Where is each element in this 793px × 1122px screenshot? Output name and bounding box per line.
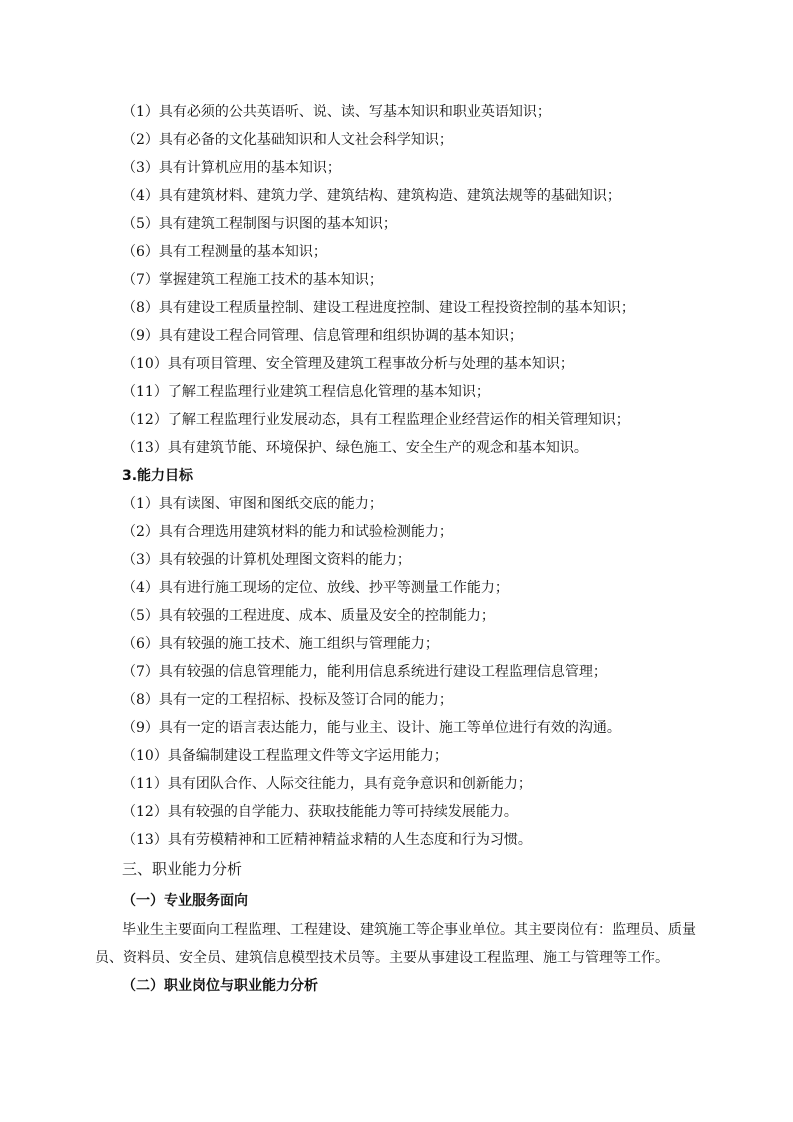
ability-item-3: （3）具有较强的计算机处理图文资料的能力； [122, 552, 411, 568]
subsection-service-orientation: （一）专业服务面向 [122, 893, 248, 909]
ability-item-8: （8）具有一定的工程招标、投标及签订合同的能力； [122, 692, 453, 708]
ability-item-10: （10）具备编制建设工程监理文件等文字运用能力； [122, 748, 448, 764]
ability-item-5: （5）具有较强的工程进度、成本、质量及安全的控制能力； [122, 608, 495, 624]
subsection-job-analysis: （二）职业岗位与职业能力分析 [122, 978, 318, 994]
ability-item-2: （2）具有合理选用建筑材料的能力和试验检测能力； [122, 524, 453, 540]
knowledge-item-12: （12）了解工程监理行业发展动态，具有工程监理企业经营运作的相关管理知识； [122, 412, 630, 428]
ability-item-13: （13）具有劳模精神和工匠精神精益求精的人生态度和行为习惯。 [122, 832, 532, 848]
section-title: 三、职业能力分析 [122, 860, 243, 878]
paragraph-line-2: 员、资料员、安全员、建筑信息模型技术员等。主要从事建设工程监理、施工与管理等工作。 [95, 950, 669, 966]
knowledge-item-9: （9）具有建设工程合同管理、信息管理和组织协调的基本知识； [122, 328, 523, 344]
knowledge-item-11: （11）了解工程监理行业建筑工程信息化管理的基本知识； [122, 384, 490, 400]
knowledge-item-4: （4）具有建筑材料、建筑力学、建筑结构、建筑构造、建筑法规等的基础知识； [122, 188, 621, 204]
knowledge-item-5: （5）具有建筑工程制图与识图的基本知识； [122, 216, 397, 232]
knowledge-item-6: （6）具有工程测量的基本知识； [122, 244, 327, 260]
paragraph-line-1: 毕业生主要面向工程监理、工程建设、建筑施工等企事业单位。其主要岗位有：监理员、质量 [122, 922, 696, 938]
ability-item-7: （7）具有较强的信息管理能力，能利用信息系统进行建设工程监理信息管理； [122, 664, 607, 680]
knowledge-item-2: （2）具有必备的文化基础知识和人文社会科学知识； [122, 132, 453, 148]
ability-item-4: （4）具有进行施工现场的定位、放线、抄平等测量工作能力； [122, 580, 509, 596]
knowledge-item-3: （3）具有计算机应用的基本知识； [122, 160, 341, 176]
ability-item-9: （9）具有一定的语言表达能力，能与业主、设计、施工等单位进行有效的沟通。 [122, 720, 621, 736]
ability-item-11: （11）具有团队合作、人际交往能力，具有竞争意识和创新能力； [122, 776, 532, 792]
ability-heading: 3.能力目标 [122, 468, 194, 484]
knowledge-item-8: （8）具有建设工程质量控制、建设工程进度控制、建设工程投资控制的基本知识； [122, 300, 635, 316]
knowledge-item-7: （7）掌握建筑工程施工技术的基本知识； [122, 272, 383, 288]
knowledge-item-10: （10）具有项目管理、安全管理及建筑工程事故分析与处理的基本知识； [122, 356, 574, 372]
ability-item-6: （6）具有较强的施工技术、施工组织与管理能力； [122, 636, 439, 652]
ability-item-12: （12）具有较强的自学能力、获取技能能力等可持续发展能力。 [122, 804, 518, 820]
knowledge-item-13: （13）具有建筑节能、环境保护、绿色施工、安全生产的观念和基本知识。 [122, 440, 588, 456]
knowledge-item-1: （1）具有必须的公共英语听、说、读、写基本知识和职业英语知识； [122, 104, 551, 120]
ability-item-1: （1）具有读图、审图和图纸交底的能力； [122, 496, 383, 512]
